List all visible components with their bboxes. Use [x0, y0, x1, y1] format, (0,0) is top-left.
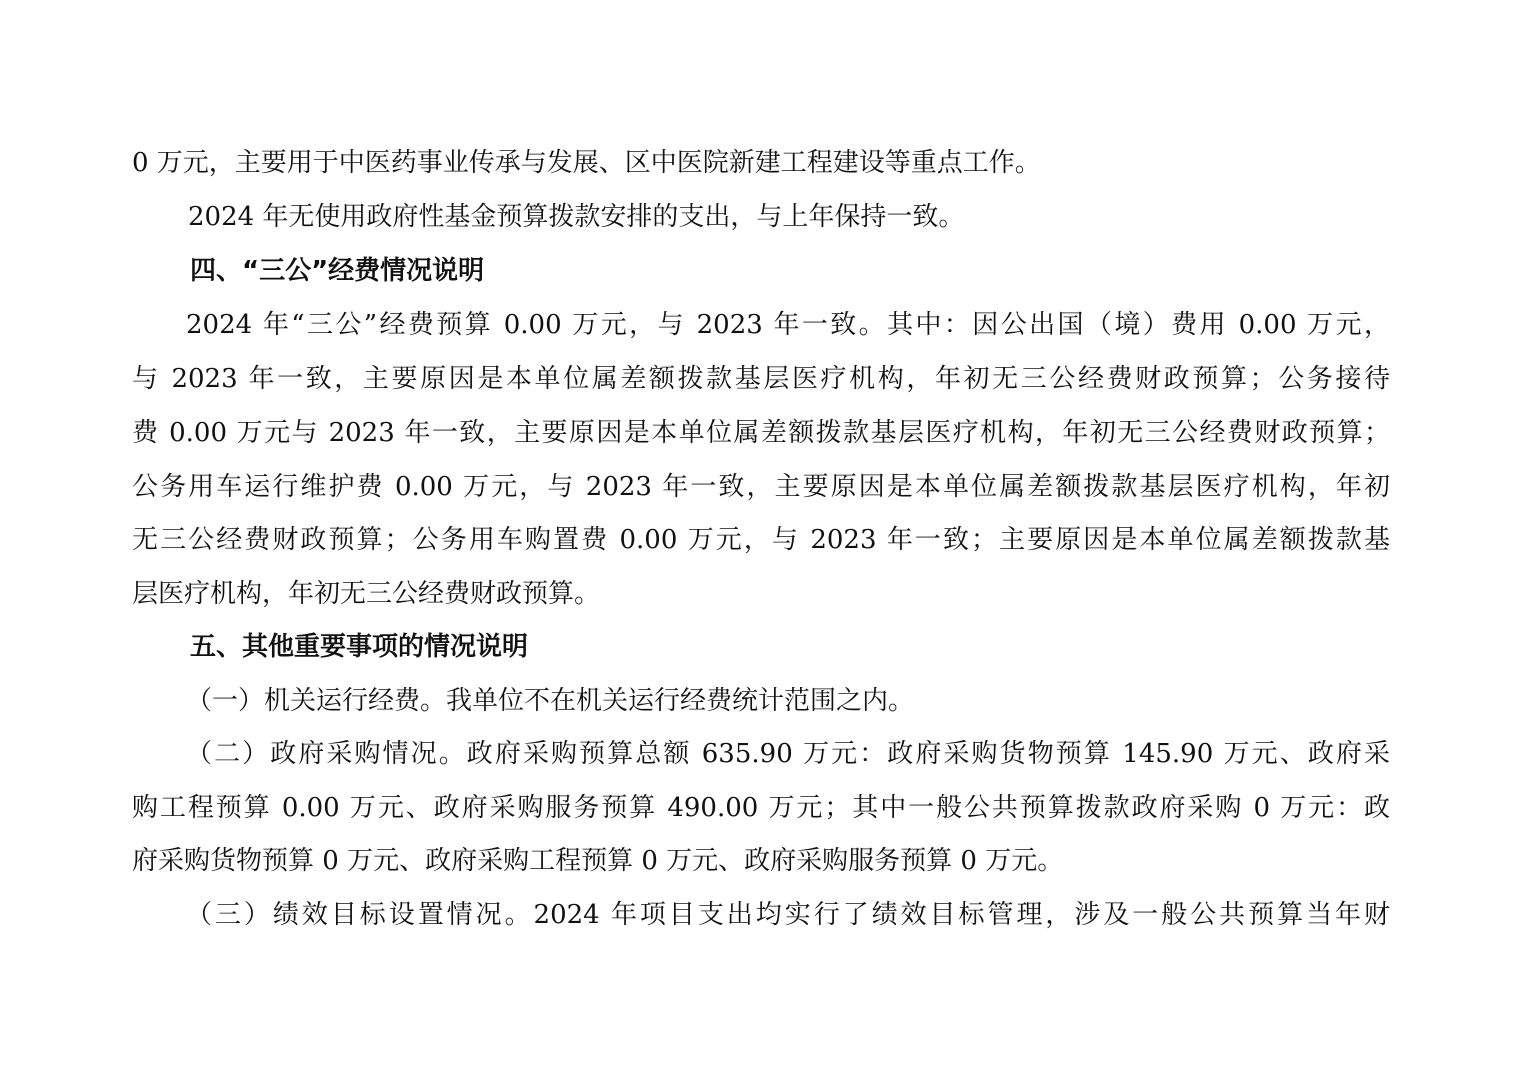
- paragraph-line: 无三公经费财政预算；公务用车购置费 0.00 万元，与 2023 年一致；主要原因是本单位属差额拨款基: [132, 525, 1390, 555]
- paragraph-line: 府采购货物预算 0 万元、政府采购工程预算 0 万元、政府采购服务预算 0 万元。: [132, 846, 1064, 876]
- paragraph-line: （二）政府采购情况。政府采购预算总额 635.90 万元：政府采购货物预算 145.90 万元、政府采: [186, 739, 1390, 769]
- paragraph-line: 层医疗机构，年初无三公经费财政预算。: [132, 579, 601, 609]
- paragraph-line: 与 2023 年一致，主要原因是本单位属差额拨款基层医疗机构，年初无三公经费财政预算；公务接待: [132, 364, 1390, 394]
- paragraph-line: 2024 年“三公”经费预算 0.00 万元，与 2023 年一致。其中：因公出国（境）费用 0.00 万元，: [186, 310, 1390, 340]
- section-heading: 五、其他重要事项的情况说明: [190, 632, 529, 662]
- paragraph-line: （一）机关运行经费。我单位不在机关运行经费统计范围之内。: [186, 686, 915, 716]
- paragraph-line: 费 0.00 万元与 2023 年一致，主要原因是本单位属差额拨款基层医疗机构，年初无三公经费财政预算；: [132, 418, 1390, 448]
- paragraph-line: （三）绩效目标设置情况。2024 年项目支出均实行了绩效目标管理，涉及一般公共预算当年财: [186, 900, 1390, 930]
- paragraph-line: 2024 年无使用政府性基金预算拨款安排的支出，与上年保持一致。: [188, 202, 965, 232]
- section-heading: 四、“三公”经费情况说明: [190, 256, 485, 286]
- paragraph-line: 0 万元，主要用于中医药事业传承与发展、区中医院新建工程建设等重点工作。: [132, 148, 1041, 178]
- paragraph-line: 公务用车运行维护费 0.00 万元，与 2023 年一致，主要原因是本单位属差额拨款基层医疗机构，年初: [132, 472, 1390, 502]
- paragraph-line: 购工程预算 0.00 万元、政府采购服务预算 490.00 万元；其中一般公共预算拨款政府采购 0 万元：政: [132, 793, 1390, 823]
